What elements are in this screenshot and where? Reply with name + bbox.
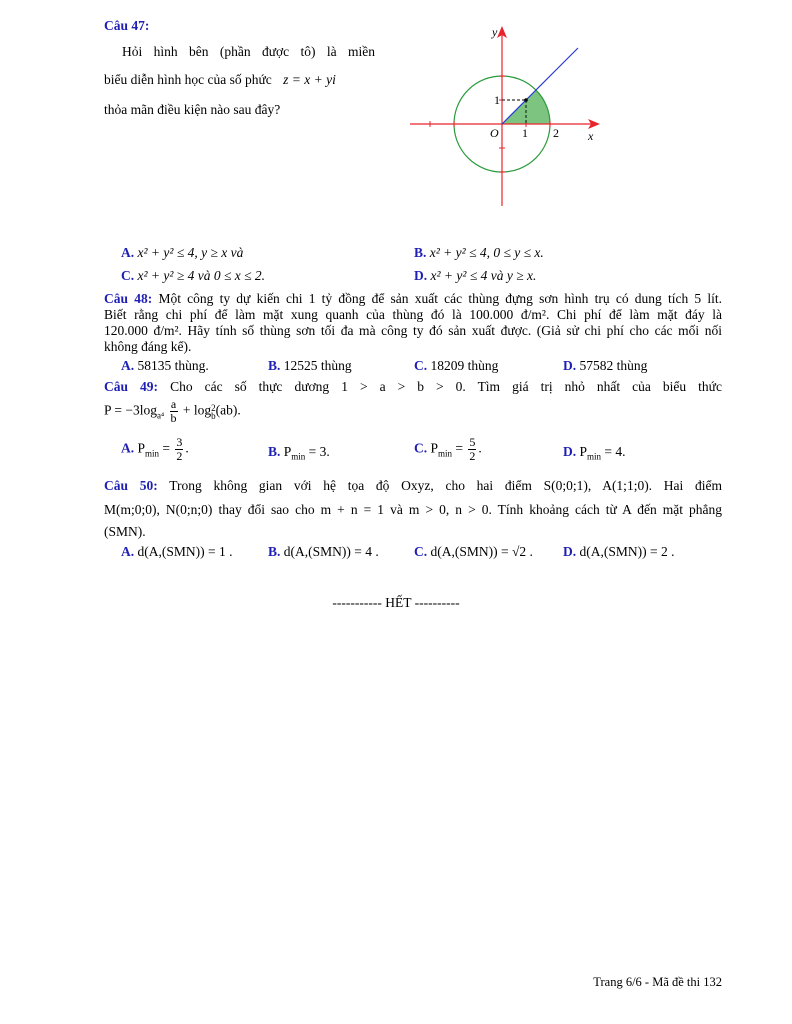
question-49-text-c: Tìm giá trị nhỏ nhất của biểu thức <box>477 379 722 394</box>
option-label: B. <box>268 358 281 373</box>
question-50-option-d[interactable] <box>563 544 674 560</box>
complex-number-z: z = x + yi <box>283 72 336 87</box>
end-marker: ----------- HẾT ---------- <box>332 595 460 610</box>
option-label: D. <box>563 544 577 559</box>
question-47-option-c[interactable] <box>121 268 265 284</box>
question-50-label: Câu 50: <box>104 478 158 493</box>
fraction-denominator: 2 <box>469 449 476 463</box>
log-sup: 2 <box>211 402 216 413</box>
question-49-option-a[interactable] <box>121 436 189 463</box>
option-label: A. <box>121 358 135 373</box>
y-axis-label: y <box>492 25 498 39</box>
option-label: D. <box>563 358 577 373</box>
question-48-option-b[interactable] <box>268 358 352 374</box>
question-50-line3: (SMN). <box>104 524 146 539</box>
option-eq: = <box>455 440 464 456</box>
question-47-text-line3: thỏa mãn điều kiện nào sau đây? <box>104 102 281 117</box>
question-47-option-a[interactable] <box>121 245 243 261</box>
question-48-option-d[interactable] <box>563 358 647 374</box>
log-base: a⁴ <box>157 410 165 421</box>
option-text: 57582 thùng <box>579 358 648 373</box>
question-50-option-c[interactable] <box>414 544 533 560</box>
question-48-text-line1: Một công ty dự kiến chi 1 tỷ đồng để sản xuất các thùng đựng sơn hình trụ có dung tích 5 lít. <box>158 291 723 306</box>
option-text: x² + y² ≤ 4, y ≥ x và <box>137 245 244 260</box>
fraction-numerator: a <box>170 397 177 411</box>
question-48-line4: không đáng kể). <box>104 339 192 354</box>
question-49-inequality: 1 > a > b > 0. <box>341 379 466 394</box>
question-47-text-line2 <box>104 72 336 88</box>
option-sub: min <box>145 448 160 459</box>
option-eq: = 4. <box>604 444 626 459</box>
question-48-line1 <box>104 291 722 307</box>
fraction-a-over-b <box>170 398 178 425</box>
question-50-text-c: Hai điểm <box>663 478 722 493</box>
option-text: 12525 thùng <box>283 358 352 373</box>
option-label: B. <box>268 544 281 559</box>
question-49-option-b[interactable] <box>268 444 330 462</box>
option-label: D. <box>563 444 577 459</box>
question-50-line2 <box>104 502 722 518</box>
option-end: . <box>478 440 482 456</box>
option-p: P <box>430 440 439 456</box>
question-48-label: Câu 48: <box>104 291 153 306</box>
option-p: P <box>137 440 146 456</box>
option-text: d(A,(SMN)) = √2 . <box>430 544 533 559</box>
question-47-text-line1: Hỏi hình bên (phần được tô) là miền <box>122 44 375 59</box>
question-47-option-d[interactable] <box>414 268 536 284</box>
formula-tail: (ab). <box>215 402 241 418</box>
option-label: D. <box>414 268 428 283</box>
fraction-denominator: b <box>170 411 177 425</box>
question-50-text-d: và <box>390 502 403 517</box>
tick-label-y1: 1 <box>494 93 500 107</box>
question-50-text-a: Trong không gian với hệ tọa độ Oxyz, cho hai điểm <box>169 478 532 493</box>
option-fraction <box>468 436 476 463</box>
option-text: d(A,(SMN)) = 2 . <box>579 544 675 559</box>
option-label: A. <box>121 440 135 456</box>
option-end: . <box>185 440 189 456</box>
question-49-formula <box>104 398 241 425</box>
complex-plane-figure <box>400 22 620 212</box>
question-49-line1 <box>104 379 722 395</box>
option-label: C. <box>121 268 135 283</box>
tick-label-x2: 2 <box>553 126 559 140</box>
option-label: C. <box>414 358 428 373</box>
question-48-line2: Biết rằng chi phí để làm mặt xung quanh của thùng đó là 100.000 đ/m². Chi phí để làm mặt đáy là <box>104 307 722 322</box>
x-axis-label: x <box>588 129 594 143</box>
question-49-label: Câu 49: <box>104 379 159 394</box>
option-label: C. <box>414 440 428 456</box>
question-50-cond1: m + n = 1 <box>320 502 385 517</box>
option-fraction <box>175 436 183 463</box>
option-sub: min <box>438 448 453 459</box>
formula-rhs: + log <box>182 402 212 418</box>
option-label: A. <box>121 245 135 260</box>
question-50-cond2: m > 0, n > 0 <box>408 502 489 517</box>
option-label: A. <box>121 544 135 559</box>
question-50-line1 <box>104 478 722 494</box>
point-1-1 <box>524 98 528 102</box>
question-49-option-c[interactable] <box>414 436 482 463</box>
option-text: d(A,(SMN)) = 1 . <box>137 544 233 559</box>
option-label: C. <box>414 544 428 559</box>
question-47-option-b[interactable] <box>414 245 544 261</box>
question-50-mn: M(m;0;0), N(0;n;0) <box>104 502 213 517</box>
option-p: P <box>579 444 588 459</box>
option-text: x² + y² ≥ 4 và 0 ≤ x ≤ 2. <box>137 268 266 283</box>
fraction-numerator: 3 <box>176 435 183 449</box>
origin-label: O <box>490 126 499 140</box>
option-text: 58135 thùng. <box>137 358 209 373</box>
option-text: x² + y² ≤ 4 và y ≥ x. <box>430 268 537 283</box>
option-text: d(A,(SMN)) = 4 . <box>283 544 379 559</box>
question-49-option-d[interactable] <box>563 444 626 462</box>
option-sub: min <box>587 451 602 462</box>
option-eq: = 3. <box>308 444 330 459</box>
question-50-text-b: thay đổi sao cho <box>218 502 315 517</box>
log-sub: b <box>211 410 216 421</box>
question-47-text-line2a: biểu diễn hình học của số phức <box>104 72 272 87</box>
page-footer: Trang 6/6 - Mã đề thi 132 <box>593 975 722 989</box>
question-50-option-a[interactable] <box>121 544 232 560</box>
question-48-option-a[interactable] <box>121 358 209 374</box>
option-sub: min <box>291 451 306 462</box>
fraction-denominator: 2 <box>176 449 183 463</box>
option-eq: = <box>162 440 171 456</box>
question-48-line3: 120.000 đ/m². Hãy tính số thùng sơn tối đa mà công ty đó sản xuất được. (Giả sử chi phí cho các mối nối <box>104 323 722 338</box>
question-50-text-f: . Tính khoảng cách từ A đến mặt phẳng <box>488 502 723 517</box>
option-label: B. <box>268 444 281 459</box>
option-label: B. <box>414 245 427 260</box>
formula-lhs: P = −3log <box>104 402 157 418</box>
question-48-option-c[interactable] <box>414 358 498 374</box>
question-47-label: Câu 47: <box>104 18 150 33</box>
option-text: 18209 thùng <box>430 358 499 373</box>
tick-label-x1: 1 <box>522 126 528 140</box>
question-49-text-a: Cho các số thực dương <box>170 379 330 394</box>
question-50-option-b[interactable] <box>268 544 379 560</box>
option-text: x² + y² ≤ 4, 0 ≤ y ≤ x. <box>429 245 544 260</box>
option-p: P <box>283 444 292 459</box>
fraction-numerator: 5 <box>469 435 476 449</box>
question-50-points: S(0;0;1), A(1;1;0). <box>543 478 653 493</box>
